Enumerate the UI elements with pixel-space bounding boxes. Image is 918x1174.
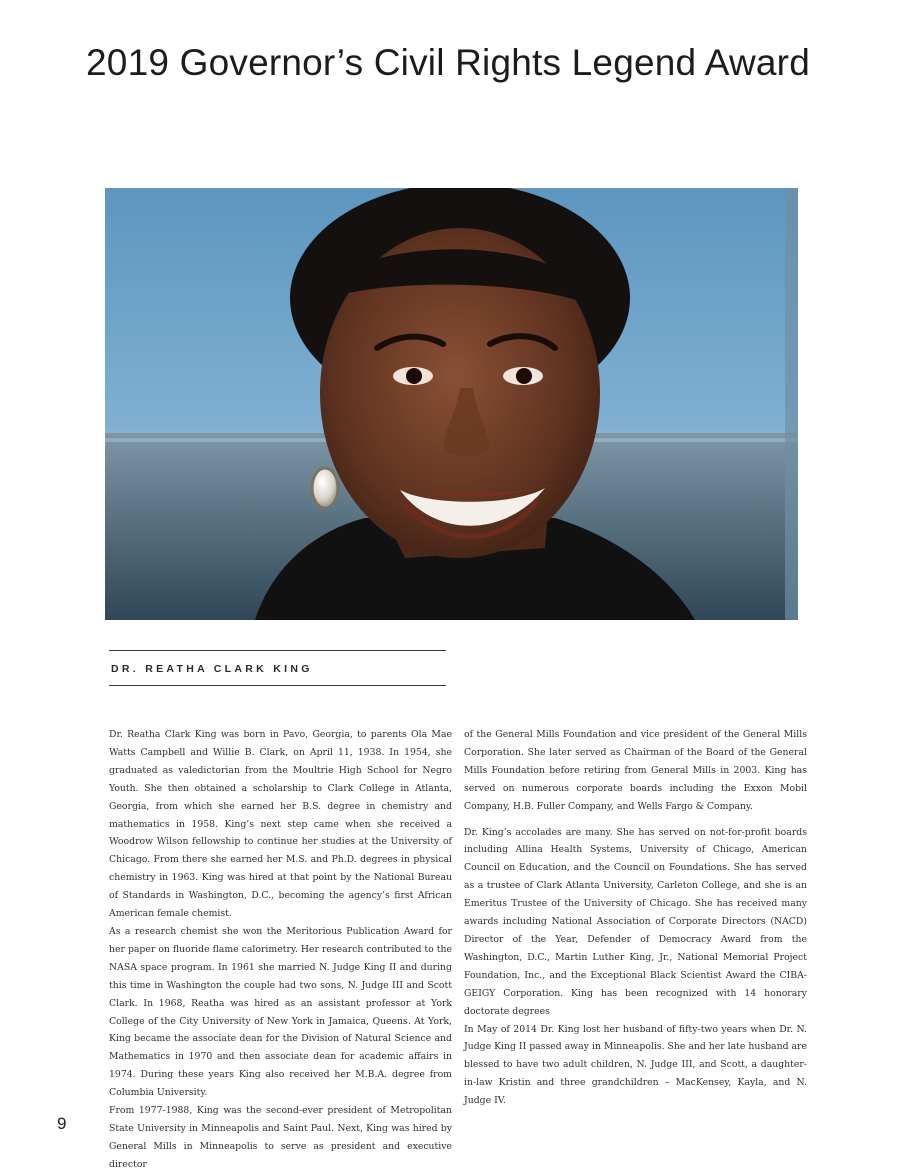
paragraph: In May of 2014 Dr. King lost her husband of fifty-two years when Dr. N. Judge King II passed away in Minneapolis. She and her late husband are blessed to have two adult children, N. Judge III, and Scott, a daughter-in-law Kristin and three grandchildren – MacKensey, Kayla, and N. Judge IV. (464, 1023, 807, 1107)
paragraph: Dr. King’s accolades are many. She has served on not-for-profit boards including Allina Health Systems, University of Chicago, American Council on Education, and the Council on Foundations. She has served as a trustee of Clark Atlanta University, Carleton College, and she is an Emeritus Trustee of the University of Chicago. She has received many awards including National Association of Corporate Directors (NACD) Director of the Year, Defender of Democracy Award from the Washington, D.C., Martin Luther King, Jr., National Memorial Project Foundation, Inc., and the Exceptional Black Scientist Award the CIBA-GEIGY Corporation. King has been recognized with 14 honorary doctorate degrees (464, 826, 807, 1017)
honoree-name: DR. REATHA CLARK KING (111, 663, 313, 675)
page-number: 9 (57, 1114, 67, 1133)
paragraph: of the General Mills Foundation and vice president of the General Mills Corporation. She later served as Chairman of the Board of the General Mills Foundation before retiring from General Mills in 2003. King has served on numerous corporate boards including the Exxon Mobil Company, H.B. Fuller Company, and Wells Fargo & Company. (464, 729, 807, 812)
name-header (109, 650, 446, 686)
body-column-right (464, 726, 807, 1110)
page-title: 2019 Governor’s Civil Rights Legend Award (86, 42, 810, 83)
paragraph: From 1977-1988, King was the second-ever president of Metropolitan State University in Minneapolis and Saint Paul. Next, King was hired by General Mills in Minneapolis to serve as president and executive director (109, 1105, 452, 1170)
body-column-left (109, 726, 452, 1174)
portrait-illustration (105, 188, 798, 620)
paragraph: As a research chemist she won the Meritorious Publication Award for her paper on fluoride flame calorimetry. Her research contributed to the NASA space program. In 1961 she married N. Judge King II and during this time in Washington the couple had two sons, N. Judge III and Scott Clark. In 1968, Reatha was hired as an assistant professor at York College of the City University of New York in Jamaica, Queens. At York, King became the associate dean for the Division of Natural Science and Mathematics in 1970 and then associate dean for academic affairs in 1974. During these years King also received her M.B.A. degree from Columbia University. (109, 925, 452, 1099)
paragraph: Dr. Reatha Clark King was born in Pavo, Georgia, to parents Ola Mae Watts Campbell and Willie B. Clark, on April 11, 1938. In 1954, she graduated as valedictorian from the Moultrie High School for Negro Youth. She then obtained a scholarship to Clark College in Atlanta, Georgia, from which she earned her B.S. degree in chemistry and mathematics in 1958. King’s next step came when she received a Woodrow Wilson fellowship to continue her studies at the University of Chicago. From there she earned her M.S. and Ph.D. degrees in physical chemistry in 1963. King was hired at that point by the National Bureau of Standards in Washington, D.C., becoming the agency’s first African American female chemist. (109, 729, 452, 920)
portrait-photo (105, 188, 798, 620)
